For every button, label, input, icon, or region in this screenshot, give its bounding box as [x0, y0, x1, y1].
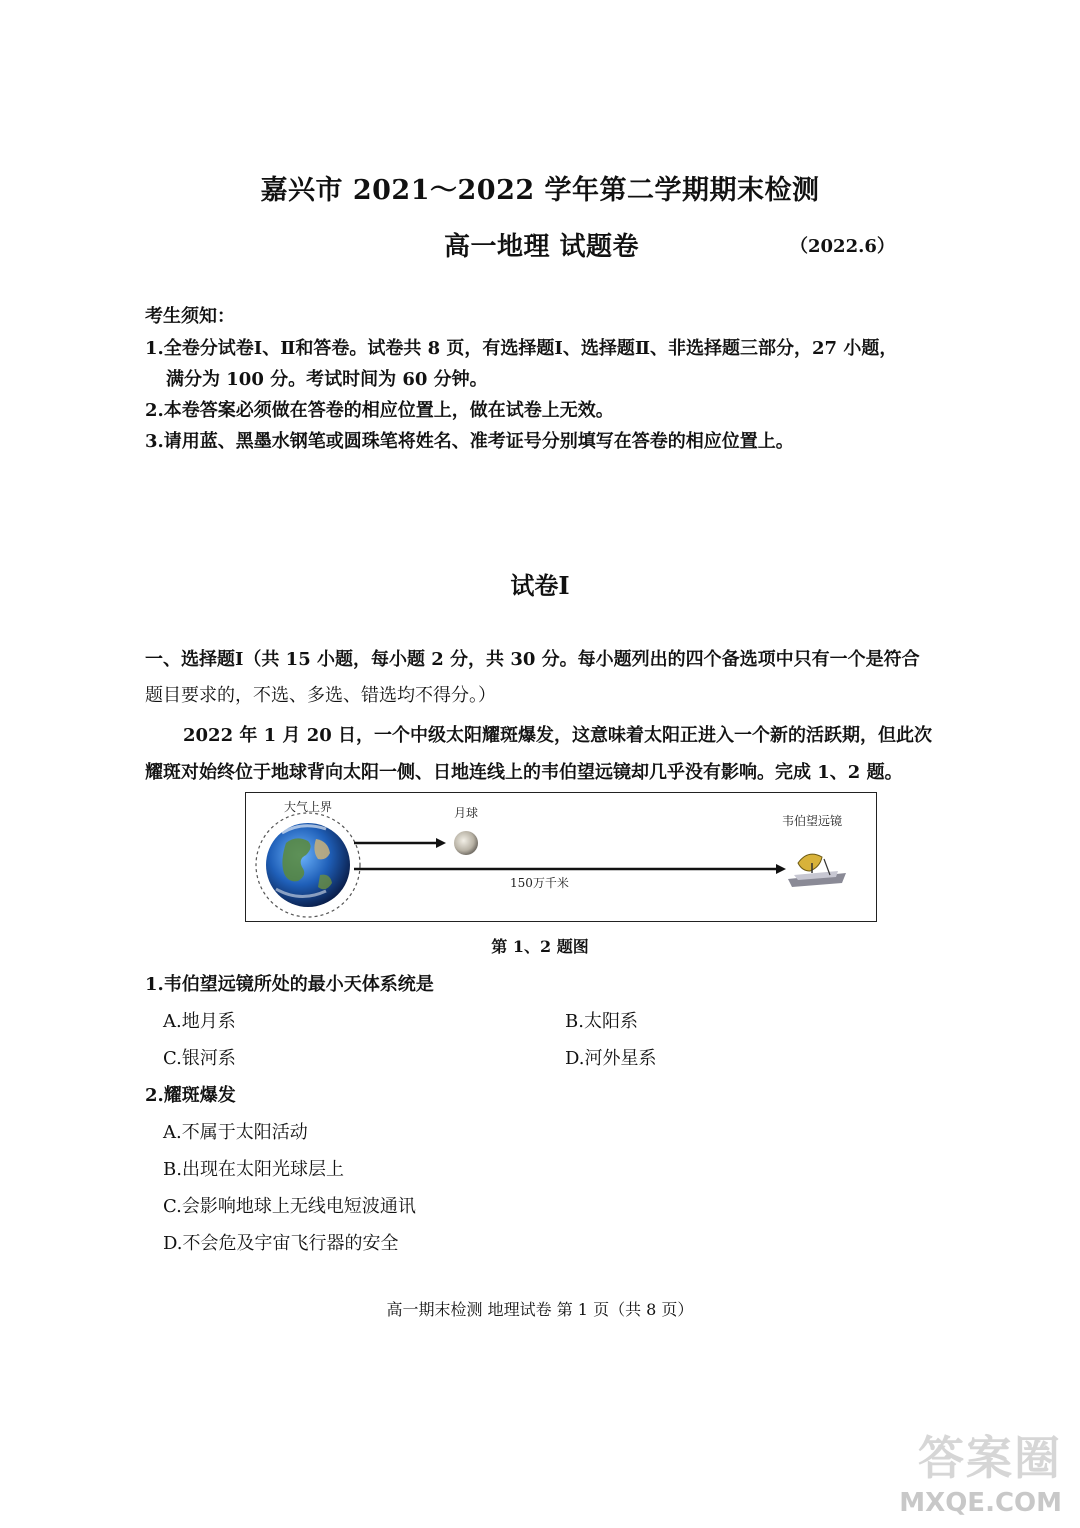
notice-item-2: 2.本卷答案必须做在答卷的相应位置上，做在试卷上无效。 [145, 400, 614, 421]
passage-line2: 耀斑对始终位于地球背向太阳一侧、日地连线上的韦伯望远镜却几乎没有影响。完成 1、2 题。 [145, 762, 903, 783]
question-2-option-c: C.会影响地球上无线电短波通讯 [163, 1196, 416, 1217]
watermark-url: MXQE.COM [899, 1488, 1062, 1518]
question-1-option-a: A.地月系 [163, 1011, 236, 1032]
notice-item-1: 1.全卷分试卷Ⅰ、Ⅱ和答卷。试卷共 8 页，有选择题Ⅰ、选择题Ⅱ、非选择题三部分，27 小题， [145, 338, 898, 359]
watermark [899, 1422, 1062, 1518]
notice-item-3: 3.请用蓝、黑墨水钢笔或圆珠笔将姓名、准考证号分别填写在答卷的相应位置上。 [145, 431, 794, 452]
moon-icon [454, 831, 478, 855]
section-intro-line2: 题目要求的，不选、多选、错选均不得分。） [145, 685, 496, 706]
notice-heading: 考生须知： [145, 306, 235, 327]
page-footer: 高一期末检测 地理试卷 第 1 页（共 8 页） [386, 1300, 694, 1319]
label-telescope: 韦伯望远镜 [782, 814, 843, 828]
arrow-to-moon-head [436, 838, 446, 848]
telescope-icon [788, 854, 846, 887]
passage-line1: 2022 年 1 月 20 日，一个中级太阳耀斑爆发，这意味着太阳正进入一个新的活跃期，但此次 [183, 725, 933, 746]
question-1-option-b: B.太阳系 [565, 1011, 638, 1032]
label-atmosphere: 大气上界 [284, 800, 333, 814]
figure-caption: 第 1、2 题图 [491, 937, 589, 956]
question-1-option-d: D.河外星系 [565, 1048, 657, 1069]
question-1-option-c: C.银河系 [163, 1048, 236, 1069]
exam-date: （2022.6） [790, 236, 895, 257]
section-intro-line1 [145, 641, 945, 678]
label-distance: 150万千米 [510, 876, 569, 890]
watermark-logo: 答案圈 [918, 1431, 1062, 1485]
exam-subtitle: 高一地理 试题卷 [444, 232, 640, 262]
earth-icon [266, 823, 350, 907]
question-2-option-b: B.出现在太阳光球层上 [163, 1159, 344, 1180]
label-moon: 月球 [454, 806, 479, 820]
section-title: 试卷Ⅰ [510, 571, 570, 600]
notice-item-1-cont: 满分为 100 分。考试时间为 60 分钟。 [166, 369, 488, 390]
exam-title: 嘉兴市 2021～2022 学年第二学期期末检测 [260, 175, 820, 206]
arrow-to-telescope-head [776, 864, 786, 874]
question-1-stem: 1.韦伯望远镜所处的最小天体系统是 [145, 974, 434, 995]
figure-svg [246, 793, 876, 921]
section-intro-text: 一、选择题Ⅰ（共 15 小题，每小题 2 分，共 30 分。每小题列出的四个备选项中只有一个是符合 [145, 649, 920, 670]
question-2-option-d: D.不会危及宇宙飞行器的安全 [163, 1233, 399, 1254]
question-2-option-a: A.不属于太阳活动 [163, 1122, 308, 1143]
figure-earth-moon-telescope [245, 792, 877, 922]
question-2-stem: 2.耀斑爆发 [145, 1085, 236, 1106]
